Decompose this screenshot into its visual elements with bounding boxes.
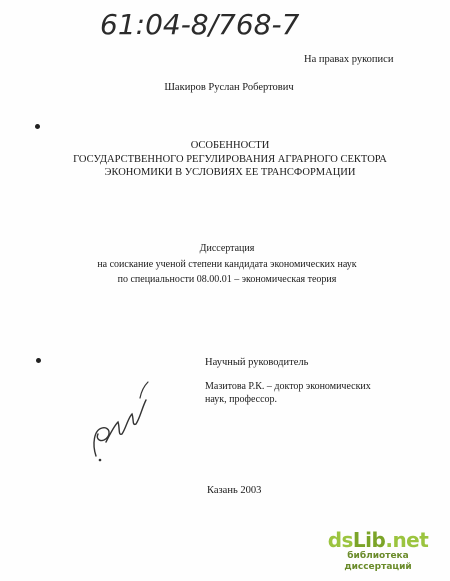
supervisor-line: Мазитова Р.К. – доктор экономических	[205, 381, 371, 392]
title-line: ЭКОНОМИКИ В УСЛОВИЯХ ЕЕ ТРАНСФОРМАЦИИ	[104, 167, 356, 178]
handwritten-code-text: 61:04-8/768-7	[100, 8, 300, 41]
dissertation-title	[0, 139, 450, 180]
supervisor-label: Научный руководитель	[205, 357, 309, 368]
dslib-logo: dsLib.net	[327, 528, 429, 552]
rights-note: На правах рукописи	[304, 54, 394, 65]
dissertation-description	[0, 241, 450, 288]
city-year: Казань 2003	[207, 485, 262, 496]
binding-hole-mark	[36, 358, 41, 363]
description-line: на соискание ученой степени кандидата экономических наук	[97, 258, 357, 270]
description-line: по специальности 08.00.01 – экономическая теория	[117, 274, 337, 285]
binding-hole-mark	[35, 124, 40, 129]
handwritten-signature	[82, 378, 162, 468]
author-name: Шакиров Руслан Робертович	[164, 82, 294, 93]
supervisor-details	[205, 380, 371, 406]
handwritten-catalog-number	[98, 4, 398, 44]
dslib-watermark[interactable]	[320, 529, 436, 573]
dslib-subtitle: библиотека диссертаций	[344, 551, 412, 572]
description-line: Диссертация	[199, 243, 255, 254]
title-line: ГОСУДАРСТВЕННОГО РЕГУЛИРОВАНИЯ АГРАРНОГО СЕКТОРА	[73, 153, 387, 165]
supervisor-line: наук, профессор.	[205, 394, 278, 405]
title-line: ОСОБЕННОСТИ	[190, 140, 270, 151]
